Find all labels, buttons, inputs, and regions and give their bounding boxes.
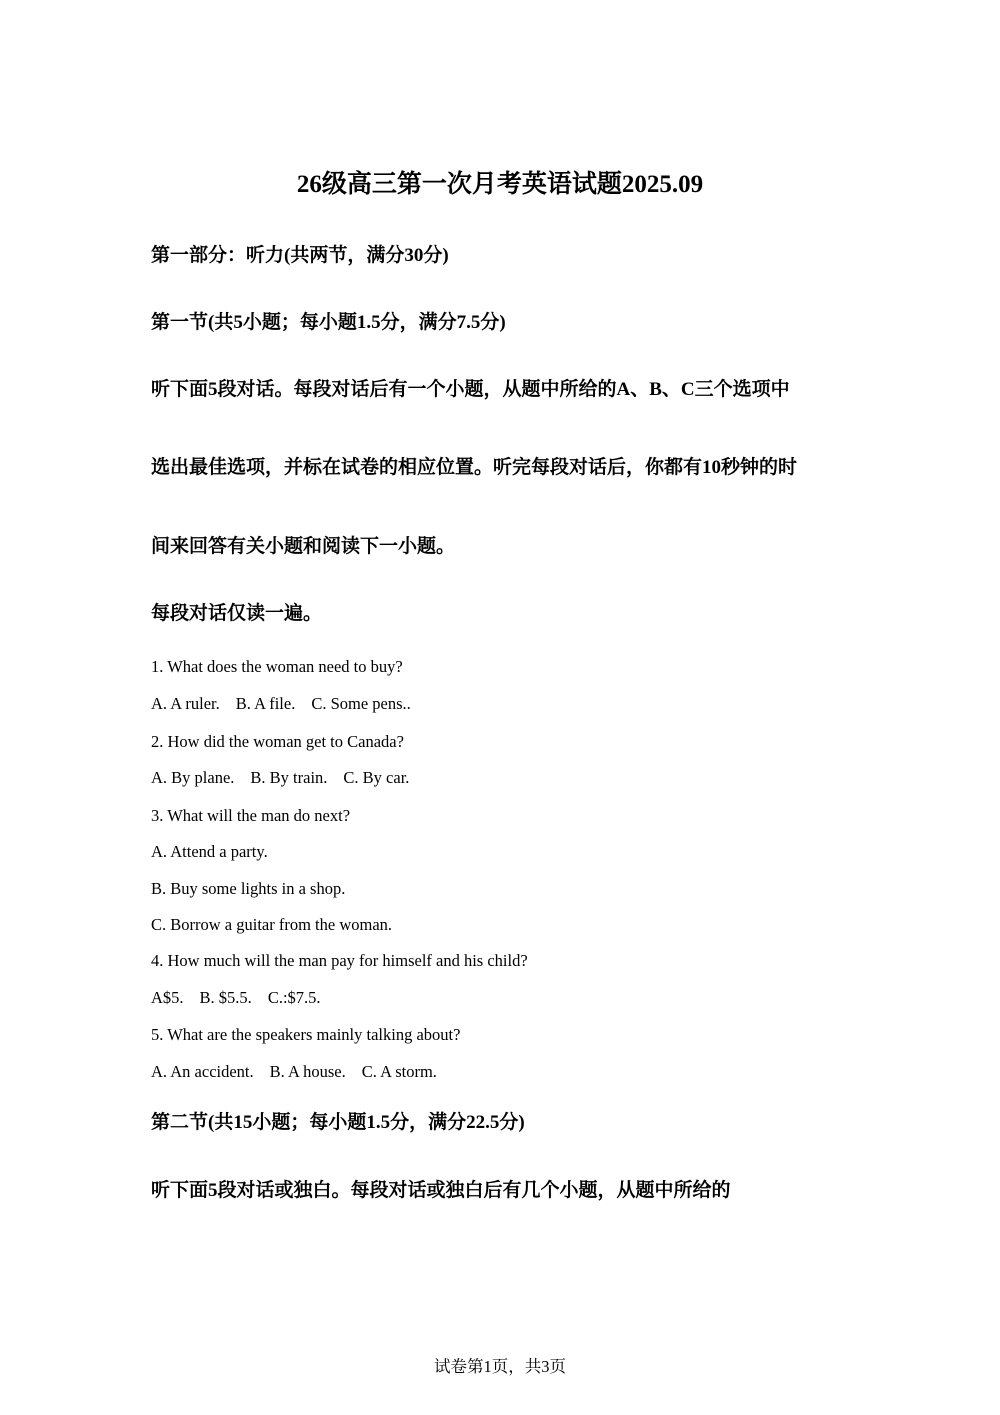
section1-instruction-line-1: 听下面5段对话。每段对话后有一个小题，从题中所给的A、B、C三个选项中 xyxy=(151,379,790,400)
question-1-options xyxy=(151,692,411,716)
question-4-option-c: C.:$7.5. xyxy=(267,988,321,1007)
question-5-stem: 5. What are the speakers mainly talking about? xyxy=(151,1025,461,1044)
question-1-option-a: A. A ruler. xyxy=(151,694,220,713)
section1-instruction-line-2: 选出最佳选项，并标在试卷的相应位置。听完每段对话后，你都有10秒钟的时 xyxy=(151,457,798,478)
exam-title: 26级高三第一次月考英语试题2025.09 xyxy=(296,171,704,198)
question-1-option-b: B. A file. xyxy=(235,694,296,713)
question-1-stem: 1. What does the woman need to buy? xyxy=(151,657,403,676)
question-5-option-a: A. An accident. xyxy=(151,1062,254,1081)
question-5-options xyxy=(151,1060,437,1084)
question-2-option-a: A. By plane. xyxy=(151,768,235,787)
section1-heading: 第一节(共5小题；每小题1.5分，满分7.5分) xyxy=(151,312,506,333)
question-4-options xyxy=(151,986,321,1010)
question-3-option-a: A. Attend a party. xyxy=(151,842,268,861)
question-2-option-b: B. By train. xyxy=(250,768,328,787)
question-5-option-b: B. A house. xyxy=(269,1062,346,1081)
section2-heading: 第二节(共15小题；每小题1.5分，满分22.5分) xyxy=(151,1112,525,1133)
section2-instruction-line-1: 听下面5段对话或独白。每段对话或独白后有几个小题，从题中所给的 xyxy=(151,1180,731,1201)
question-4-option-b: B. $5.5. xyxy=(199,988,252,1007)
section1-instruction-line-3: 间来回答有关小题和阅读下一小题。 xyxy=(151,536,456,557)
question-2-option-c: C. By car. xyxy=(343,768,410,787)
question-3-stem: 3. What will the man do next? xyxy=(151,806,351,825)
section1-instruction-line-4: 每段对话仅读一遍。 xyxy=(151,603,323,624)
question-3-option-c: C. Borrow a guitar from the woman. xyxy=(151,915,393,934)
question-5-option-c: C. A storm. xyxy=(361,1062,437,1081)
page-footer: 试卷第1页，共3页 xyxy=(434,1357,566,1376)
question-3-option-b: B. Buy some lights in a shop. xyxy=(151,879,346,898)
question-4-stem: 4. How much will the man pay for himself and his child? xyxy=(151,951,528,970)
question-2-stem: 2. How did the woman get to Canada? xyxy=(151,732,404,751)
part1-heading: 第一部分：听力(共两节，满分30分) xyxy=(151,245,449,266)
question-1-option-c: C. Some pens.. xyxy=(311,694,411,713)
question-2-options xyxy=(151,766,409,790)
question-4-option-a: A$5. xyxy=(151,988,184,1007)
